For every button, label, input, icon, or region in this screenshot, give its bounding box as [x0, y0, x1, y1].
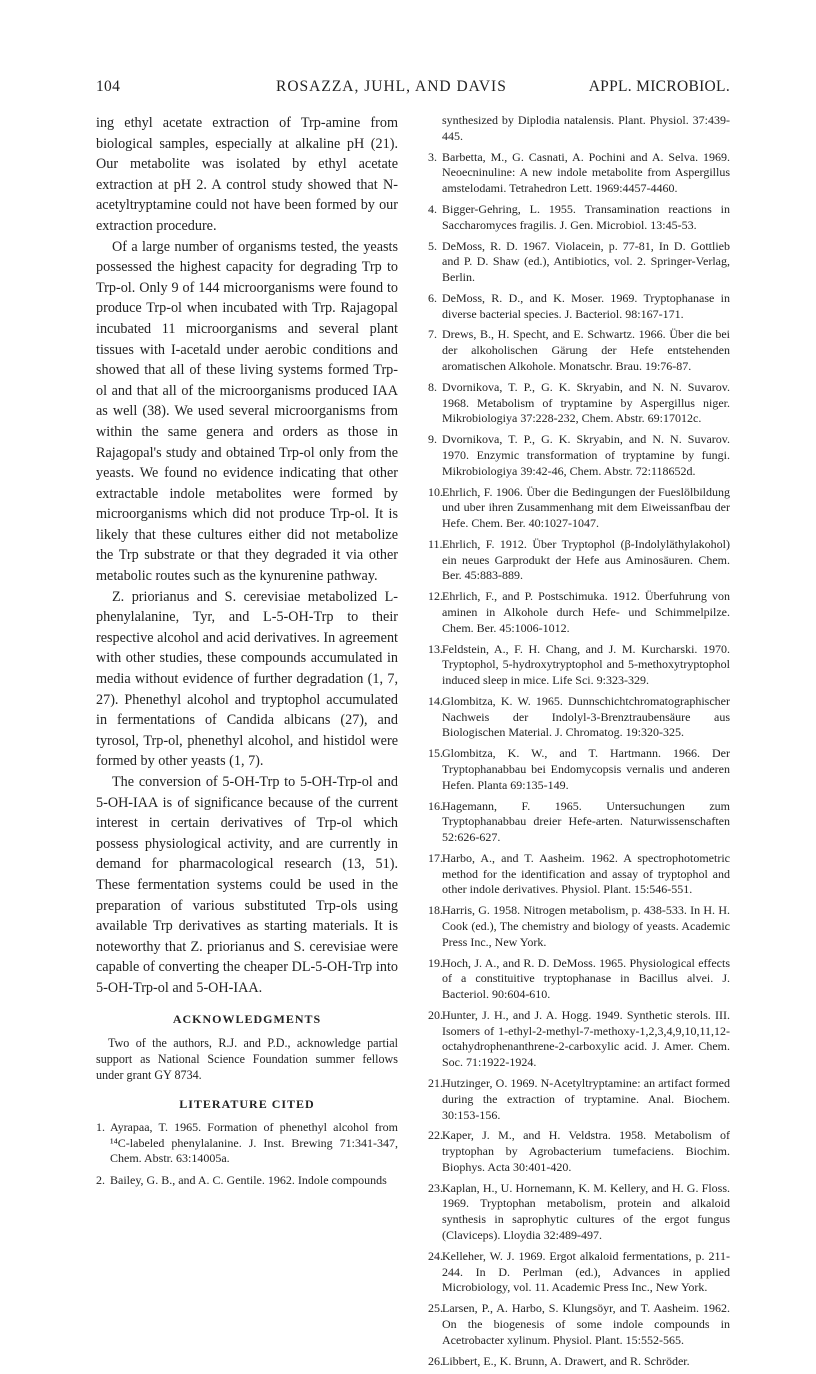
reference-number: 16. — [428, 798, 443, 813]
reference-number: 7. — [428, 327, 437, 342]
paragraph: The conversion of 5-OH-Trp to 5-OH-Trp-ol and 5-OH-IAA is of significance because of the current interest in certain derivatives of Trp-ol which possess physiological activity, and are currently in demand for pharmacological research (13, 51). These fermentation systems could be used in the preparation of various substituted Trp-ols using available Trp derivatives as starting materials. It is noteworthy that Z. priorianus and S. cerevisiae were capable of converting the cheaper DL-5-OH-Trp into 5-OH-Trp-ol and 5-OH-IAA. — [96, 774, 398, 996]
reference-number: 17. — [428, 850, 443, 865]
reference-number: 5. — [428, 238, 437, 253]
reference-item — [428, 694, 730, 741]
reference-item — [428, 589, 730, 636]
reference-text: Bailey, G. B., and A. C. Gentile. 1962. Indole compounds — [110, 1172, 387, 1187]
reference-text: Hutzinger, O. 1969. N-Acetyltryptamine: an artifact formed during the extraction of tryptamine. Anal. Biochem. 30:153-156. — [442, 1076, 730, 1122]
reference-item — [428, 291, 730, 323]
reference-text: Ehrlich, F. 1906. Über die Bedingungen der Fueslölbildung und uber ihren Zusammenhang mit dem Eiweissanfbau der Hefe. Chem. Ber. 40:1027-1047. — [442, 484, 730, 530]
reference-text: Kelleher, W. J. 1969. Ergot alkaloid fermentations, p. 211-244. In D. Perlman (ed.), Advances in applied Microbiology, vol. 11. Academic Press Inc., New York. — [442, 1248, 730, 1295]
reference-item — [428, 485, 730, 532]
reference-number: 19. — [428, 955, 443, 970]
reference-number: 18. — [428, 903, 443, 918]
reference-text: Ayrapaa, T. 1965. Formation of phenethyl alcohol from ¹⁴C-labeled phenylalanine. J. Inst. Brewing 71:341-347, Chem. Abstr. 63:14005a. — [110, 1119, 398, 1166]
reference-list-left — [96, 1120, 398, 1189]
reference-item — [428, 1128, 730, 1175]
reference-item — [428, 150, 730, 197]
page-header — [96, 78, 730, 102]
paragraph-continuation: ing ethyl acetate extraction of Trp-amine from biological samples, especially at alkaline pH (21). Our metabolite was isolated by ethyl acetate extraction at pH 2. A control study showed that N-acetyltryptamine could not have been formed by our extraction procedure. — [96, 115, 398, 234]
reference-text: Bigger-Gehring, L. 1955. Transamination reactions in Saccharomyces fragilis. J. Gen. Microbiol. 13:45-53. — [442, 201, 730, 232]
reference-item — [96, 1173, 398, 1189]
reference-number: 3. — [428, 149, 437, 164]
reference-number: 22. — [428, 1128, 443, 1143]
reference-number: 11. — [428, 536, 443, 551]
reference-item — [428, 432, 730, 479]
reference-text: Glombitza, K. W. 1965. Dunnschichtchromatographischer Nachweis der Indolyl-3-Brenztraubensäure aus Biologischen Material. J. Chromatog. 19:320-325. — [442, 693, 730, 740]
reference-number: 10. — [428, 484, 443, 499]
reference-item — [428, 903, 730, 950]
running-authors: ROSAZZA, JUHL, AND DAVIS — [276, 78, 507, 95]
reference-item — [428, 1008, 730, 1071]
acknowledgments-heading: ACKNOWLEDGMENTS — [172, 1011, 322, 1026]
reference-list-right — [428, 150, 730, 1370]
reference-number: 21. — [428, 1076, 443, 1091]
reference-item — [428, 746, 730, 793]
reference-text: DeMoss, R. D. 1967. Violacein, p. 77-81, In D. Gottlieb and P. D. Shaw (ed.), Antibiotics, vol. 2. Springer-Verlag, Berlin. — [442, 238, 730, 285]
reference-text: Harris, G. 1958. Nitrogen metabolism, p. 438-533. In H. H. Cook (ed.), The chemistry and biology of yeasts. Academic Press Inc., New York. — [442, 903, 730, 949]
reference-text: Ehrlich, F. 1912. Über Tryptophol (β-Indolyläthylakohol) ein neues Garprodukt der Hefe aus Aminosäuren. Chem. Ber. 45:883-889. — [442, 536, 730, 583]
reference-number: 9. — [428, 432, 437, 447]
reference-item — [428, 642, 730, 689]
reference-number: 14. — [428, 693, 443, 708]
journal-abbrev: APPL. MICROBIOL. — [588, 78, 730, 95]
reference-text: Hagemann, F. 1965. Untersuchungen zum Tryptophanabbau dreier Hefe-arten. Naturwissenschaften 52:626-627. — [442, 798, 730, 845]
reference-text: Hoch, J. A., and R. D. DeMoss. 1965. Physiological effects of a constituitive tryptophanase in Bacillus alvei. J. Bacteriol. 90:604-610. — [442, 955, 730, 1002]
reference-item — [428, 1181, 730, 1244]
reference-text: Dvornikova, T. P., G. K. Skryabin, and N. N. Suvarov. 1968. Metabolism of tryptamine by Aspergillus niger. Mikrobiologiya 37:228-232, Chem. Abstr. 69:17012c. — [442, 379, 730, 426]
reference-text: Libbert, E., K. Brunn, A. Drawert, and R. Schröder. — [442, 1353, 690, 1368]
reference-text: Glombitza, K. W., and T. Hartmann. 1966. Der Tryptophanabbau bei Endomycopsis vernalis und anderen Hefen. Planta 69:135-149. — [442, 746, 730, 792]
reference-text: Kaper, J. M., and H. Veldstra. 1958. Metabolism of tryptophan by Agrobacterium tumefaciens. Biochim. Biophys. Acta 30:401-420. — [442, 1128, 730, 1174]
paragraph: Z. priorianus and S. cerevisiae metabolized L-phenylalanine, Tyr, and L-5-OH-Trp to their respective alcohol and acid derivatives. In agreement with other studies, these compounds accumulated in media without evidence of further degradation (1, 7, 27). Phenethyl alcohol and tryptophol accumulated in fermentations of Candida albicans (27), and tyrosol, Trp-ol, phenethyl alcohol, and histidol were formed by other yeasts (1, 7). — [96, 588, 398, 770]
reference-number: 15. — [428, 746, 443, 761]
reference-number: 4. — [428, 201, 437, 216]
paragraph: Of a large number of organisms tested, the yeasts possessed the highest capacity for degrading Trp to Trp-ol. Only 9 of 144 microorganisms were found to produce Trp-ol when incubated with Trp. Rajagopal incubated 11 microorganisms and several plant tissues with I-acetald under aerobic conditions and showed that all of these living systems formed Trp-ol and that all of the microorganisms produced IAA as well (38). We used several microorganisms from within the same genera and orders as those in Rajagopal's study and obtained Trp-ol only from the yeasts. We found no evidence indicating that other extractable indole metabolites were formed by microorganisms which did not produce Trp-ol. It is likely that these cultures either did not metabolize the Trp substrate or that they degraded it via other metabolic routes such as the kynurenine pathway. — [96, 238, 398, 585]
reference-text: Larsen, P., A. Harbo, S. Klungsöyr, and T. Aasheim. 1962. On the biogenesis of some indole compounds in Acetrobacter xylinum. Physiol. Plant. 15:552-565. — [442, 1301, 730, 1347]
reference-number: 23. — [428, 1180, 443, 1195]
reference-item — [428, 537, 730, 584]
reference-item — [428, 1076, 730, 1123]
reference-number: 6. — [428, 290, 437, 305]
reference-item — [428, 799, 730, 846]
reference-item — [96, 1120, 398, 1167]
reference-text: Dvornikova, T. P., G. K. Skryabin, and N. N. Suvarov. 1970. Enzymic transformation of tryptamine by fungi. Mikrobiologiya 39:42-46, Chem. Abstr. 72:118652d. — [442, 432, 730, 478]
reference-item — [428, 1249, 730, 1296]
reference-number: 25. — [428, 1301, 443, 1316]
reference-item — [428, 380, 730, 427]
reference-number: 2. — [96, 1172, 105, 1187]
reference-item — [428, 202, 730, 234]
reference-item — [428, 239, 730, 286]
reference-number: 1. — [96, 1119, 105, 1134]
reference-item — [428, 327, 730, 374]
page-number: 104 — [96, 78, 121, 95]
reference-text: synthesized by Diplodia natalensis. Plant. Physiol. 37:439-445. — [442, 113, 730, 143]
reference-item — [428, 851, 730, 898]
reference-continuation — [428, 113, 730, 145]
reference-number: 20. — [428, 1007, 443, 1022]
reference-number: 13. — [428, 641, 443, 656]
reference-text: Barbetta, M., G. Casnati, A. Pochini and A. Selva. 1969. Neoecninuline: A new indole metabolite from Aspergillus amstelodami. Tetrahedron Lett. 1969:4457-4460. — [442, 149, 730, 196]
right-column — [428, 113, 730, 1374]
reference-number: 24. — [428, 1248, 443, 1263]
literature-heading: LITERATURE CITED — [179, 1096, 315, 1111]
left-column — [96, 113, 398, 1194]
reference-text: Drews, B., H. Specht, and E. Schwartz. 1966. Über die bei der alkoholischen Gärung der Hefe entstehenden aromatischen Alkohole. Monatschr. Brau. 19:76-87. — [442, 327, 730, 373]
reference-text: Hunter, J. H., and J. A. Hogg. 1949. Synthetic sterols. III. Isomers of 1-ethyl-2-methyl-7-methoxy-1,2,3,4,9,10,11,12-octahydrophenanthrene-2-carboxylic acid. J. Amer. Chem. Soc. 71:1922-1924. — [442, 1007, 730, 1070]
reference-number: 8. — [428, 379, 437, 394]
reference-text: Ehrlich, F., and P. Postschimuka. 1912. Überfuhrung von aminen in Alkohole durch Hefe- und Schimmelpilze. Chem. Ber. 45:1006-1012. — [442, 589, 730, 635]
reference-item — [428, 956, 730, 1003]
reference-item — [428, 1354, 730, 1370]
acknowledgments-text: Two of the authors, R.J. and P.D., acknowledge partial support as National Science Foundation summer fellows under grant GY 8734. — [96, 1035, 398, 1083]
reference-text: Kaplan, H., U. Hornemann, K. M. Kellery, and H. G. Floss. 1969. Tryptophan metabolism, protein and alkaloid synthesis in saprophytic cultures of the ergot fungus (Claviceps). Lloydia 32:489-497. — [442, 1180, 730, 1242]
reference-text: DeMoss, R. D., and K. Moser. 1969. Tryptophanase in diverse bacterial species. J. Bacteriol. 98:167-171. — [442, 290, 730, 321]
reference-text: Harbo, A., and T. Aasheim. 1962. A spectrophotometric method for the identification and assay of tryptophol and other indole derivatives. Physiol. Plant. 15:546-551. — [442, 850, 730, 897]
reference-number: 12. — [428, 589, 443, 604]
reference-item — [428, 1301, 730, 1348]
reference-text: Feldstein, A., F. H. Chang, and J. M. Kurcharski. 1970. Tryptophol, 5-hydroxytryptophol and 5-methoxytryptophol induced sleep in mice. Life Sci. 9:323-329. — [442, 641, 730, 688]
reference-number: 26. — [428, 1353, 443, 1368]
